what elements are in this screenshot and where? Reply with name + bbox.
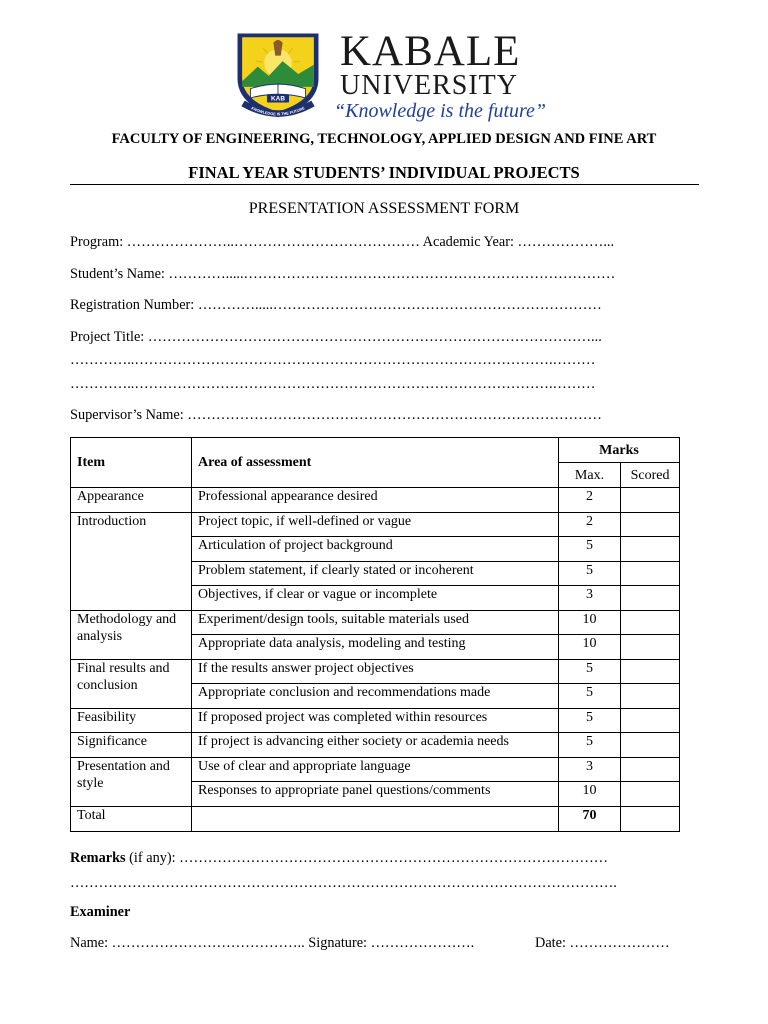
item-cell: Methodology and analysis — [71, 611, 192, 660]
table-row — [71, 488, 680, 513]
logo-banner-text: KNOWLEDGE IS THE FUTURE — [250, 106, 306, 117]
remarks-field[interactable] — [70, 850, 608, 867]
scored-cell[interactable] — [621, 782, 680, 807]
item-cell: Significance — [71, 733, 192, 758]
faculty-heading: FACULTY OF ENGINEERING, TECHNOLOGY, APPLIED DESIGN AND FINE ART — [111, 131, 657, 147]
supervisor-name-field[interactable]: Supervisor’s Name: …………………………………………………………………………… — [70, 407, 602, 423]
area-cell: Appropriate data analysis, modeling and testing — [192, 635, 559, 660]
max-cell: 10 — [559, 611, 621, 635]
examiner-date-field[interactable]: Date: ………………… — [535, 935, 670, 951]
examiner-heading: Examiner — [70, 904, 131, 920]
max-cell: 2 — [559, 488, 621, 513]
scored-cell[interactable] — [621, 562, 680, 586]
registration-number-field[interactable]: Registration Number: ………….....…………………………………………………………… — [70, 297, 602, 313]
scored-cell[interactable] — [621, 586, 680, 611]
area-cell: Appropriate conclusion and recommendations made — [192, 684, 559, 709]
project-title-line-2[interactable]: …………..…………………………………………………………………………….……… — [70, 352, 596, 368]
column-header-max: Max. — [559, 463, 621, 488]
document-subtitle: FINAL YEAR STUDENTS’ INDIVIDUAL PROJECTS — [188, 163, 580, 182]
max-cell: 2 — [559, 513, 621, 537]
scored-cell[interactable] — [621, 660, 680, 684]
form-title: PRESENTATION ASSESSMENT FORM — [248, 200, 520, 217]
program-field[interactable]: Program: …………………..………………………………… Academic Year: ………………... — [70, 234, 615, 250]
university-logo — [232, 28, 324, 120]
area-cell: Project topic, if well-defined or vague — [192, 513, 559, 537]
area-cell: Professional appearance desired — [192, 488, 559, 513]
total-scored-cell[interactable] — [621, 807, 680, 832]
table-row — [71, 660, 680, 684]
area-cell: If proposed project was completed within resources — [192, 709, 559, 733]
table-row — [71, 733, 680, 758]
header-divider — [70, 184, 699, 185]
university-motto: “Knowledge is the future” — [334, 100, 547, 122]
column-header-item: Item — [71, 438, 192, 488]
scored-cell[interactable] — [621, 537, 680, 562]
assessment-table — [70, 437, 680, 832]
table-row — [71, 709, 680, 733]
project-title-field[interactable]: Project Title: …………………………………………………………………………………... — [70, 329, 602, 345]
max-cell: 5 — [559, 537, 621, 562]
area-cell: Articulation of project background — [192, 537, 559, 562]
max-cell: 10 — [559, 635, 621, 660]
item-cell: Feasibility — [71, 709, 192, 733]
total-row — [71, 807, 680, 832]
total-area-cell — [192, 807, 559, 832]
area-cell: Experiment/design tools, suitable materials used — [192, 611, 559, 635]
project-title-line-3[interactable]: …………..…………………………………………………………………………….……… — [70, 376, 596, 392]
item-cell: Final results and conclusion — [71, 660, 192, 709]
area-cell: Problem statement, if clearly stated or incoherent — [192, 562, 559, 586]
max-cell: 3 — [559, 586, 621, 611]
scored-cell[interactable] — [621, 611, 680, 635]
max-cell: 5 — [559, 709, 621, 733]
remarks-line-1: (if any): ……………………………………………………………………………… — [125, 850, 609, 866]
area-cell: Objectives, if clear or vague or incomplete — [192, 586, 559, 611]
examiner-name-signature-field[interactable]: Name: ………………………………….. Signature: …………………. — [70, 935, 475, 951]
university-name: KABALE — [340, 28, 521, 75]
university-word: UNIVERSITY — [340, 70, 518, 101]
column-header-area: Area of assessment — [192, 438, 559, 488]
max-cell: 5 — [559, 684, 621, 709]
area-cell: If project is advancing either society or academia needs — [192, 733, 559, 758]
total-max: 70 — [559, 807, 621, 832]
item-cell: Introduction — [71, 513, 192, 611]
scored-cell[interactable] — [621, 488, 680, 513]
table-row — [71, 513, 680, 537]
scored-cell[interactable] — [621, 635, 680, 660]
remarks-line-2[interactable]: ……………………………………………………………………………………………………. — [70, 875, 617, 891]
area-cell: Responses to appropriate panel questions/comments — [192, 782, 559, 807]
remarks-label: Remarks — [70, 850, 126, 866]
scored-cell[interactable] — [621, 733, 680, 758]
column-header-marks: Marks — [559, 438, 680, 463]
total-label: Total — [71, 807, 192, 832]
table-row — [71, 758, 680, 782]
item-cell: Presentation and style — [71, 758, 192, 807]
max-cell: 5 — [559, 562, 621, 586]
max-cell: 5 — [559, 660, 621, 684]
area-cell: Use of clear and appropriate language — [192, 758, 559, 782]
scored-cell[interactable] — [621, 709, 680, 733]
column-header-scored: Scored — [621, 463, 680, 488]
student-name-field[interactable]: Student’s Name: ………….....…………………………………………………………………… — [70, 266, 616, 282]
logo-abbreviation: KAB — [271, 95, 285, 103]
max-cell: 10 — [559, 782, 621, 807]
max-cell: 3 — [559, 758, 621, 782]
scored-cell[interactable] — [621, 684, 680, 709]
area-cell: If the results answer project objectives — [192, 660, 559, 684]
scored-cell[interactable] — [621, 758, 680, 782]
item-cell: Appearance — [71, 488, 192, 513]
table-row — [71, 611, 680, 635]
scored-cell[interactable] — [621, 513, 680, 537]
max-cell: 5 — [559, 733, 621, 758]
